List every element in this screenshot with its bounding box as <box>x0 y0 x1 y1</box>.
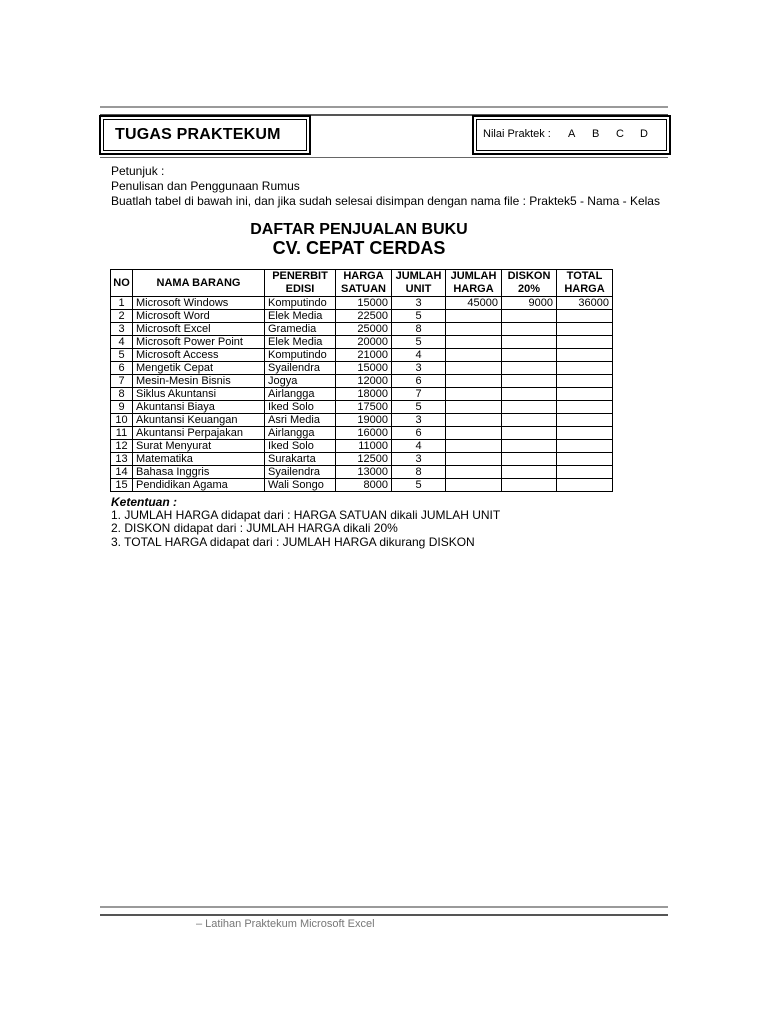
page-title: TUGAS PRAKTEKUM <box>115 126 281 143</box>
cell-total-harga <box>557 401 613 414</box>
cell-no: 2 <box>111 310 133 323</box>
header-total-harga: HARGA <box>557 283 613 297</box>
cell-nama-barang: Microsoft Word <box>133 310 265 323</box>
table-row <box>111 323 613 336</box>
cell-total-harga <box>557 310 613 323</box>
cell-penerbit: Komputindo <box>265 297 336 310</box>
cell-harga-satuan: 12500 <box>336 453 392 466</box>
cell-jumlah-harga <box>446 323 502 336</box>
cell-jumlah-unit: 3 <box>392 297 446 310</box>
table-row <box>111 453 613 466</box>
cell-jumlah-unit: 8 <box>392 323 446 336</box>
cell-harga-satuan: 17500 <box>336 401 392 414</box>
cell-total-harga <box>557 414 613 427</box>
instruction-label: Petunjuk : <box>111 164 165 178</box>
cell-harga-satuan: 25000 <box>336 323 392 336</box>
cell-harga-satuan: 12000 <box>336 375 392 388</box>
header-harga: HARGA <box>336 270 392 284</box>
header-penerbit: PENERBIT <box>265 270 336 284</box>
cell-no: 13 <box>111 453 133 466</box>
nilai-option-a: A <box>568 128 576 140</box>
cell-jumlah-unit: 5 <box>392 336 446 349</box>
nilai-option-d: D <box>640 128 648 140</box>
cell-no: 7 <box>111 375 133 388</box>
cell-diskon <box>502 414 557 427</box>
cell-no: 10 <box>111 414 133 427</box>
table-row <box>111 401 613 414</box>
header-diskon-rate: 20% <box>502 283 557 297</box>
footer-text: – Latihan Praktekum Microsoft Excel <box>196 918 375 930</box>
cell-jumlah-harga <box>446 349 502 362</box>
cell-jumlah-unit: 5 <box>392 479 446 492</box>
cell-harga-satuan: 11000 <box>336 440 392 453</box>
cell-total-harga <box>557 427 613 440</box>
company-name: CV. CEPAT CERDAS <box>272 238 446 258</box>
cell-diskon: 9000 <box>502 297 557 310</box>
cell-penerbit: Syailendra <box>265 362 336 375</box>
table-row <box>111 466 613 479</box>
table-row <box>111 349 613 362</box>
cell-jumlah-harga <box>446 414 502 427</box>
cell-penerbit: Elek Media <box>265 310 336 323</box>
table-row <box>111 414 613 427</box>
cell-harga-satuan: 22500 <box>336 310 392 323</box>
cell-jumlah-unit: 3 <box>392 453 446 466</box>
cell-nama-barang: Microsoft Excel <box>133 323 265 336</box>
cell-jumlah-harga <box>446 336 502 349</box>
cell-nama-barang: Mengetik Cepat <box>133 362 265 375</box>
table-row <box>111 427 613 440</box>
cell-diskon <box>502 362 557 375</box>
cell-penerbit: Gramedia <box>265 323 336 336</box>
cell-jumlah-harga <box>446 388 502 401</box>
cell-harga-satuan: 20000 <box>336 336 392 349</box>
cell-diskon <box>502 310 557 323</box>
header-satuan: SATUAN <box>336 283 392 297</box>
cell-jumlah-unit: 5 <box>392 310 446 323</box>
cell-total-harga <box>557 388 613 401</box>
table-row <box>111 479 613 492</box>
cell-total-harga <box>557 466 613 479</box>
cell-jumlah-unit: 4 <box>392 440 446 453</box>
cell-nama-barang: Matematika <box>133 453 265 466</box>
cell-nama-barang: Microsoft Windows <box>133 297 265 310</box>
cell-no: 9 <box>111 401 133 414</box>
cell-diskon <box>502 479 557 492</box>
cell-nama-barang: Akuntansi Perpajakan <box>133 427 265 440</box>
sales-table <box>110 269 613 492</box>
header-diskon: DISKON <box>502 270 557 284</box>
table-row <box>111 388 613 401</box>
header-total: TOTAL <box>557 270 613 284</box>
cell-total-harga <box>557 375 613 388</box>
cell-jumlah-harga: 45000 <box>446 297 502 310</box>
cell-harga-satuan: 15000 <box>336 297 392 310</box>
cell-nama-barang: Bahasa Inggris <box>133 466 265 479</box>
header-divider <box>100 157 668 158</box>
cell-diskon <box>502 440 557 453</box>
cell-harga-satuan: 13000 <box>336 466 392 479</box>
cell-nama-barang: Pendidikan Agama <box>133 479 265 492</box>
cell-no: 6 <box>111 362 133 375</box>
cell-harga-satuan: 19000 <box>336 414 392 427</box>
bottom-double-rule <box>100 906 668 916</box>
table-row <box>111 362 613 375</box>
cell-diskon <box>502 349 557 362</box>
cell-penerbit: Jogya <box>265 375 336 388</box>
cell-diskon <box>502 375 557 388</box>
cell-jumlah-unit: 8 <box>392 466 446 479</box>
cell-jumlah-unit: 6 <box>392 375 446 388</box>
nilai-box <box>472 115 671 155</box>
cell-jumlah-harga <box>446 401 502 414</box>
ketentuan-title: Ketentuan : <box>111 495 177 509</box>
cell-penerbit: Surakarta <box>265 453 336 466</box>
nilai-option-c: C <box>616 128 624 140</box>
header-jumlah-harga-bottom: HARGA <box>446 283 502 297</box>
cell-no: 3 <box>111 323 133 336</box>
cell-no: 11 <box>111 427 133 440</box>
cell-penerbit: Elek Media <box>265 336 336 349</box>
header-unit: UNIT <box>392 283 446 297</box>
cell-no: 5 <box>111 349 133 362</box>
table-body <box>111 297 613 492</box>
cell-harga-satuan: 8000 <box>336 479 392 492</box>
nilai-option-b: B <box>592 128 600 140</box>
ketentuan-item-2: 2. DISKON didapat dari : JUMLAH HARGA dikali 20% <box>111 521 398 535</box>
cell-no: 14 <box>111 466 133 479</box>
cell-nama-barang: Akuntansi Biaya <box>133 401 265 414</box>
cell-jumlah-harga <box>446 310 502 323</box>
instruction-topic: Penulisan dan Penggunaan Rumus <box>111 179 300 193</box>
cell-total-harga <box>557 440 613 453</box>
cell-penerbit: Syailendra <box>265 466 336 479</box>
cell-diskon <box>502 453 557 466</box>
ketentuan-item-3: 3. TOTAL HARGA didapat dari : JUMLAH HARGA dikurang DISKON <box>111 535 475 549</box>
cell-penerbit: Airlangga <box>265 427 336 440</box>
cell-jumlah-harga <box>446 427 502 440</box>
cell-nama-barang: Surat Menyurat <box>133 440 265 453</box>
cell-total-harga <box>557 336 613 349</box>
cell-no: 1 <box>111 297 133 310</box>
cell-diskon <box>502 466 557 479</box>
nilai-label: Nilai Praktek : <box>483 128 551 140</box>
cell-jumlah-harga <box>446 440 502 453</box>
cell-total-harga: 36000 <box>557 297 613 310</box>
cell-total-harga <box>557 453 613 466</box>
cell-jumlah-unit: 4 <box>392 349 446 362</box>
header-no: NO <box>111 270 133 297</box>
cell-nama-barang: Akuntansi Keuangan <box>133 414 265 427</box>
cell-nama-barang: Siklus Akuntansi <box>133 388 265 401</box>
cell-diskon <box>502 427 557 440</box>
cell-total-harga <box>557 323 613 336</box>
header-jumlah-harga-top: JUMLAH <box>446 270 502 284</box>
cell-jumlah-harga <box>446 362 502 375</box>
cell-no: 8 <box>111 388 133 401</box>
header-nama-barang: NAMA BARANG <box>133 270 265 297</box>
cell-jumlah-harga <box>446 453 502 466</box>
cell-harga-satuan: 18000 <box>336 388 392 401</box>
cell-diskon <box>502 336 557 349</box>
table-row <box>111 297 613 310</box>
table-title: DAFTAR PENJUALAN BUKU <box>250 221 468 238</box>
cell-jumlah-unit: 7 <box>392 388 446 401</box>
cell-jumlah-unit: 3 <box>392 414 446 427</box>
cell-no: 4 <box>111 336 133 349</box>
cell-penerbit: Komputindo <box>265 349 336 362</box>
cell-harga-satuan: 16000 <box>336 427 392 440</box>
cell-nama-barang: Microsoft Power Point <box>133 336 265 349</box>
cell-harga-satuan: 21000 <box>336 349 392 362</box>
cell-jumlah-harga <box>446 375 502 388</box>
cell-no: 15 <box>111 479 133 492</box>
cell-no: 12 <box>111 440 133 453</box>
cell-nama-barang: Microsoft Access <box>133 349 265 362</box>
cell-diskon <box>502 401 557 414</box>
cell-diskon <box>502 323 557 336</box>
cell-harga-satuan: 15000 <box>336 362 392 375</box>
cell-jumlah-harga <box>446 466 502 479</box>
header-jumlah-unit-top: JUMLAH <box>392 270 446 284</box>
cell-penerbit: Asri Media <box>265 414 336 427</box>
cell-jumlah-unit: 6 <box>392 427 446 440</box>
cell-jumlah-harga <box>446 479 502 492</box>
cell-total-harga <box>557 362 613 375</box>
cell-total-harga <box>557 479 613 492</box>
cell-jumlah-unit: 5 <box>392 401 446 414</box>
cell-nama-barang: Mesin-Mesin Bisnis <box>133 375 265 388</box>
cell-penerbit: Iked Solo <box>265 401 336 414</box>
table-row <box>111 336 613 349</box>
cell-penerbit: Iked Solo <box>265 440 336 453</box>
table-row <box>111 440 613 453</box>
table-row <box>111 375 613 388</box>
header-edisi: EDISI <box>265 283 336 297</box>
cell-jumlah-unit: 3 <box>392 362 446 375</box>
cell-penerbit: Wali Songo <box>265 479 336 492</box>
cell-penerbit: Airlangga <box>265 388 336 401</box>
cell-total-harga <box>557 349 613 362</box>
instruction-text: Buatlah tabel di bawah ini, dan jika sudah selesai disimpan dengan nama file : Praktek5 - Nama - Kelas <box>111 194 660 208</box>
ketentuan-item-1: 1. JUMLAH HARGA didapat dari : HARGA SATUAN dikali JUMLAH UNIT <box>111 508 501 522</box>
title-box <box>99 115 311 155</box>
table-row <box>111 310 613 323</box>
cell-diskon <box>502 388 557 401</box>
